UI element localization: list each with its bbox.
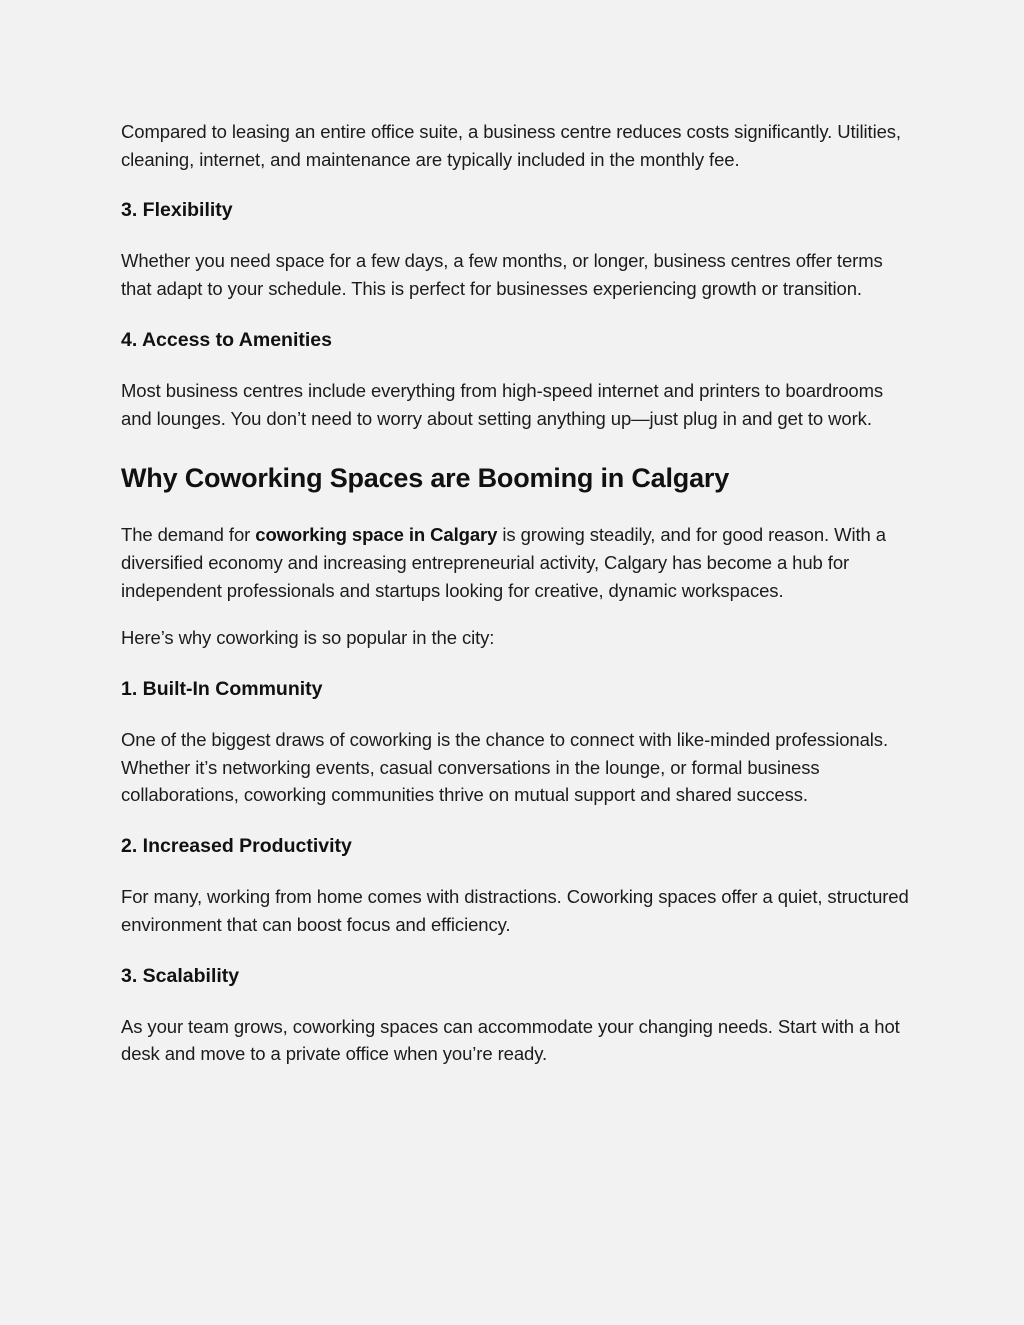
cost-paragraph: Compared to leasing an entire office suite, a business centre reduces costs significantly. Utilities, cleaning, internet, and maintenance are typically included in the monthly fee. [121, 121, 901, 170]
demand-text-end: is growing steadily, and for good reason. With a diversified economy and increasing entrepreneurial activity, Calgary has become a hub for independent professionals and startups looking for creative, dynamic workspaces. [121, 524, 886, 601]
popular-intro-paragraph: Here’s why coworking is so popular in the city: [121, 627, 495, 649]
coworking-space-calgary-emphasis: coworking space in Calgary [255, 524, 498, 546]
demand-paragraph [121, 521, 911, 604]
heading-amenities: 4. Access to Amenities [121, 328, 332, 351]
heading-flexibility: 3. Flexibility [121, 199, 233, 222]
heading-community: 1. Built-In Community [121, 678, 323, 701]
amenities-paragraph: Most business centres include everything from high-speed internet and printers to boardrooms and lounges. You don’t need to worry about setting anything up—just plug in and get to work. [121, 379, 884, 429]
section-heading-coworking: Why Coworking Spaces are Booming in Calgary [121, 463, 730, 494]
scalability-paragraph: As your team grows, coworking spaces can accommodate your changing needs. Start with a hot desk and move to a private office when you’re ready. [121, 1015, 900, 1065]
heading-scalability: 3. Scalability [121, 964, 240, 987]
demand-text-start: The demand for [121, 524, 256, 546]
heading-productivity: 2. Increased Productivity [121, 835, 352, 858]
document-page [121, 118, 911, 1068]
community-paragraph: One of the biggest draws of coworking is the chance to connect with like-minded professionals. Whether it’s networking events, casual conversations in the lounge, or formal business collaborations, coworking communities thrive on mutual support and shared success. [121, 729, 888, 806]
productivity-paragraph: For many, working from home comes with distractions. Coworking spaces offer a quiet, structured environment that can boost focus and efficiency. [121, 886, 909, 935]
flexibility-paragraph: Whether you need space for a few days, a few months, or longer, business centres offer terms that adapt to your schedule. This is perfect for businesses experiencing growth or transition. [121, 250, 883, 300]
